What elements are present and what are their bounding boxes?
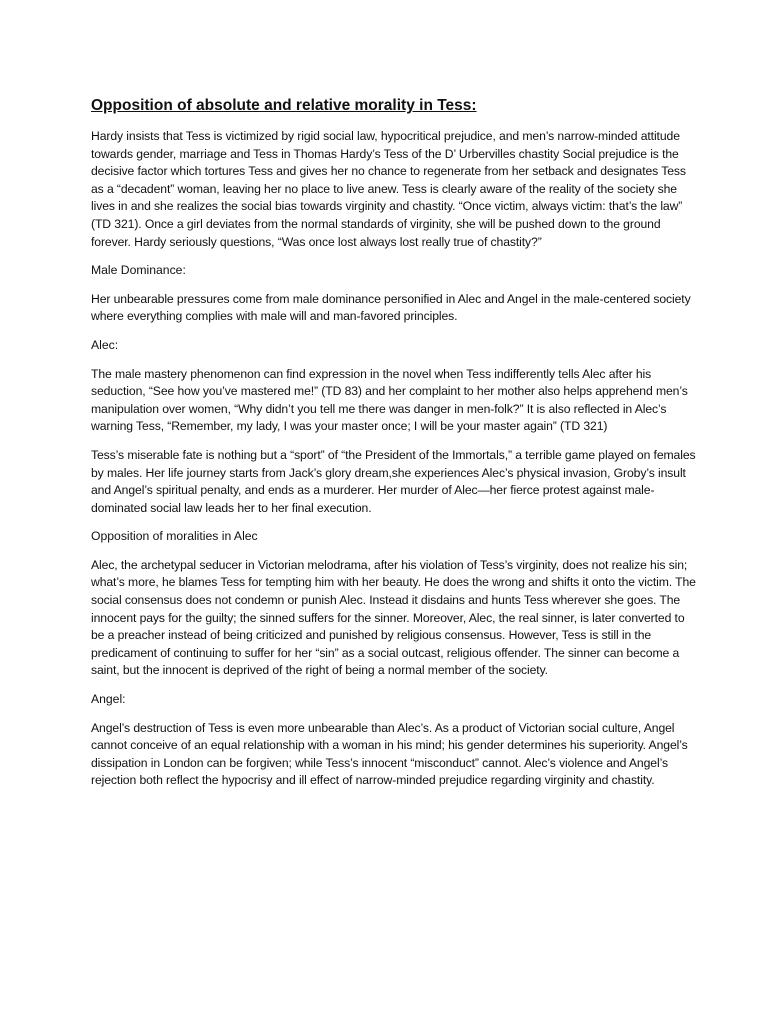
opposition-paragraph: Alec, the archetypal seducer in Victorian melodrama, after his violation of Tess’s virginity, does not realize his sin; what’s more, he blames Tess for tempting him with her beauty. He does the wrong and shifts it onto the victim. The social consensus does not condemn or punish Alec. Instead it disdains and hunts Tess wherever she goes. The innocent pays for the guilty; the sinned suffers for the sinner. Moreover, Alec, the real sinner, is later converted to be a preacher instead of being criticized and punished by religious consensus. However, Tess is still in the predicament of continuing to suffer for her “sin” as a social outcast, religious offender. The sinner can become a saint, but the innocent is deprived of the right of being a normal member of the society.: [91, 557, 696, 678]
male-dominance-paragraph: Her unbearable pressures come from male dominance personified in Alec and Angel in the male-centered society where everything complies with male will and man-favored principles.: [91, 291, 691, 324]
heading-male-dominance: Male Dominance:: [91, 263, 186, 278]
heading-alec: Alec:: [91, 337, 119, 352]
alec-paragraph-1: The male mastery phenomenon can find expression in the novel when Tess indifferently tells Alec after his seduction, “See how you’ve mastered me!” (TD 83) and her complaint to her mother also helps apprehend men’s manipulation over women, “Why didn’t you tell me there was danger in men-folk?” It is also reflected in Alec’s warning Tess, “Remember, my lady, I was your master once; I will be your master again” (TD 321): [91, 366, 688, 434]
heading-angel: Angel:: [91, 692, 126, 707]
heading-opposition-alec: Opposition of moralities in Alec: [91, 529, 258, 544]
intro-paragraph: Hardy insists that Tess is victimized by rigid social law, hypocritical prejudice, and men’s narrow-minded attitude towards gender, marriage and Tess in Thomas Hardy’s Tess of the D’ Urbervilles chastity Social prejudice is the decisive factor which tortures Tess and gives her no chance to regenerate from her setback and designates Tess as a “decadent” woman, leaving her no place to live anew. Tess is clearly aware of the reality of the society she lives in and she realizes the social bias towards virginity and chastity. “Once victim, always victim: that’s the law” (TD 321). Once a girl deviates from the normal standards of virginity, she will be pushed down to the ground forever. Hardy seriously questions, “Was once lost always lost really true of chastity?”: [91, 129, 686, 249]
angel-paragraph: Angel’s destruction of Tess is even more unbearable than Alec’s. As a product of Victorian social culture, Angel cannot conceive of an equal relationship with a woman in his mind; his gender determines his superiority. Angel’s dissipation in London can be forgiven; while Tess’s innocent “misconduct” cannot. Alec’s violence and Angel’s rejection both reflect the hypocrisy and ill effect of narrow-minded prejudice regarding virginity and chastity.: [91, 720, 688, 788]
document-title: Opposition of absolute and relative morality in Tess:: [91, 97, 477, 114]
document-page: [91, 96, 699, 801]
alec-paragraph-2: Tess’s miserable fate is nothing but a “sport” of “the President of the Immortals,” a terrible game played on females by males. Her life journey starts from Jack’s glory dream,she experiences Alec’s physical invasion, Groby’s insult and Angel’s spiritual penalty, and ends as a murderer. Her murder of Alec—her fierce protest against male-dominated social law leads her to her final execution.: [91, 447, 696, 515]
